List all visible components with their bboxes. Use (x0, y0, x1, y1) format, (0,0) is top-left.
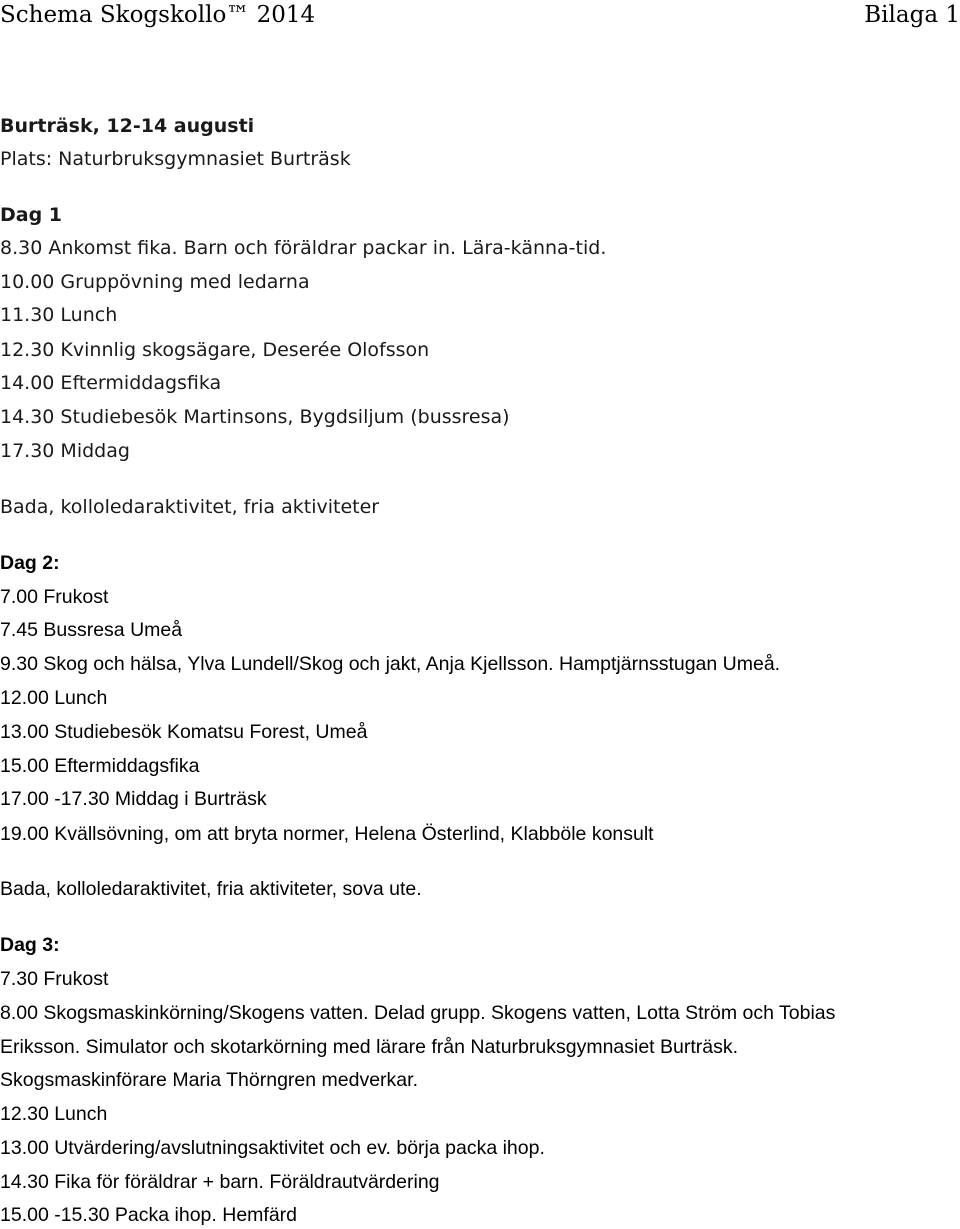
appendix-label: Bilaga 1 (864, 2, 960, 28)
document-title: Schema Skogskollo™ 2014 (0, 2, 316, 28)
event-place: Plats: Naturbruksgymnasiet Burträsk (0, 148, 351, 170)
event-heading: Burträsk, 12-14 augusti (0, 115, 255, 137)
day1-evening: Bada, kolloledaraktivitet, fria aktiviteter (0, 496, 380, 518)
day1-heading: Dag 1 (0, 204, 63, 226)
day2-item: 12.00 Lunch (0, 687, 108, 709)
day1-item: 17.30 Middag (0, 440, 130, 462)
day3-item: Eriksson. Simulator och skotarkörning med lärare från Naturbruksgymnasiet Burträsk. (0, 1036, 739, 1058)
day2-item: 19.00 Kvällsövning, om att bryta normer, Helena Österlind, Klabböle konsult (0, 823, 654, 845)
day2-evening: Bada, kolloledaraktivitet, fria aktiviteter, sova ute. (0, 878, 422, 900)
day3-item: 7.30 Frukost (0, 968, 109, 990)
day3-item: 15.00 -15.30 Packa ihop. Hemfärd (0, 1204, 298, 1226)
day1-item: 14.00 Eftermiddagsfika (0, 372, 222, 394)
page-header (0, 0, 960, 36)
day3-item: Skogsmaskinförare Maria Thörngren medverkar. (0, 1069, 418, 1091)
day2-item: 15.00 Eftermiddagsfika (0, 755, 200, 777)
day2-item: 7.45 Bussresa Umeå (0, 619, 183, 641)
day3-item: 12.30 Lunch (0, 1103, 108, 1125)
day1-item: 12.30 Kvinnlig skogsägare, Deserée Olofsson (0, 339, 430, 361)
day3-item: 13.00 Utvärdering/avslutningsaktivitet och ev. börja packa ihop. (0, 1137, 545, 1159)
day2-item: 9.30 Skog och hälsa, Ylva Lundell/Skog och jakt, Anja Kjellsson. Hamptjärnsstugan Umeå. (0, 653, 781, 675)
day1-item: 10.00 Gruppövning med ledarna (0, 271, 310, 293)
day2-item: 7.00 Frukost (0, 586, 109, 608)
day1-item: 14.30 Studiebesök Martinsons, Bygdsiljum (bussresa) (0, 406, 510, 428)
day1-item: 11.30 Lunch (0, 304, 118, 326)
day1-item: 8.30 Ankomst fika. Barn och föräldrar packar in. Lära-känna-tid. (0, 237, 607, 259)
day3-item: 14.30 Fika för föräldrar + barn. Föräldrautvärdering (0, 1171, 440, 1193)
day2-item: 13.00 Studiebesök Komatsu Forest, Umeå (0, 721, 368, 743)
day2-heading: Dag 2: (0, 552, 60, 574)
day3-heading: Dag 3: (0, 934, 60, 956)
day2-item: 17.00 -17.30 Middag i Burträsk (0, 788, 267, 810)
day3-item: 8.00 Skogsmaskinkörning/Skogens vatten. Delad grupp. Skogens vatten, Lotta Ström och Tobias (0, 1002, 836, 1024)
